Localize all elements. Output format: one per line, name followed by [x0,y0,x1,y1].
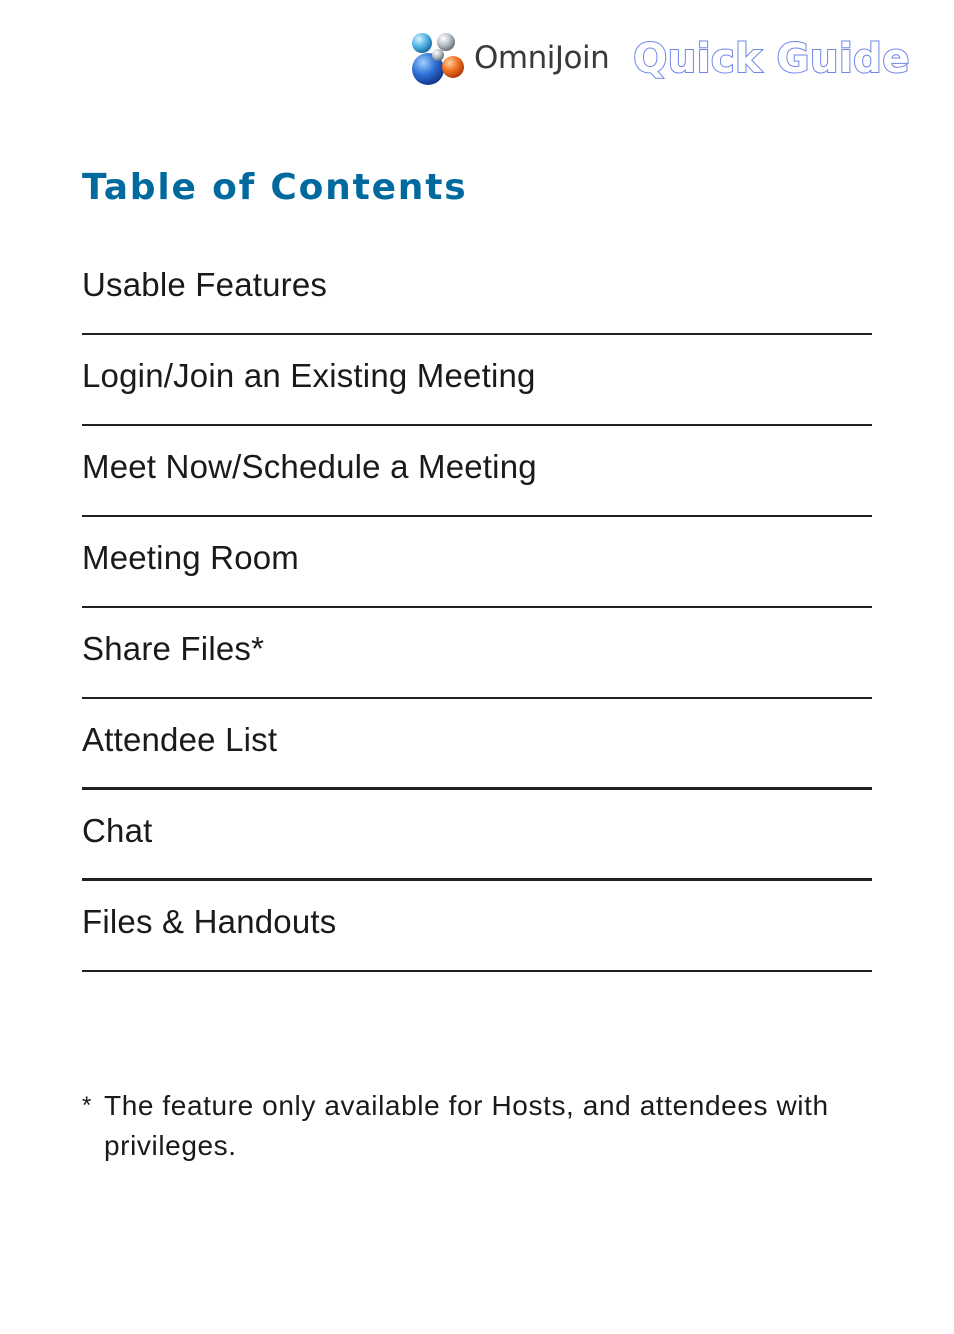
omnijoin-logo-icon [408,31,470,89]
toc-item-label: Attendee List [82,721,278,758]
toc-item-label: Share Files* [82,630,265,667]
toc-item-attendee-list[interactable] [82,699,872,790]
brand-name: OmniJoin [474,39,610,76]
toc-list [82,244,872,972]
toc-item-label: Usable Features [82,266,328,303]
footnote-marker: * [82,1092,92,1119]
toc-item-login-join[interactable] [82,335,872,426]
toc-item-chat[interactable] [82,790,872,881]
toc-item-meeting-room[interactable] [82,517,872,608]
toc-title: Table of Contents [82,167,468,208]
toc-item-label: Files & Handouts [82,903,337,940]
quick-guide-label: Quick Guide [633,36,910,82]
footnote-text: The feature only available for Hosts, and attendees with privileges. [104,1090,829,1161]
toc-item-label: Login/Join an Existing Meeting [82,357,536,394]
toc-item-label: Meeting Room [82,539,299,576]
page-header [408,30,910,90]
toc-item-label: Meet Now/Schedule a Meeting [82,448,537,485]
toc-item-usable-features[interactable] [82,244,872,335]
toc-item-files-handouts[interactable] [82,881,872,972]
footnote [82,1086,872,1166]
toc-item-label: Chat [82,812,153,849]
toc-item-share-files[interactable] [82,608,872,699]
toc-item-meet-now[interactable] [82,426,872,517]
